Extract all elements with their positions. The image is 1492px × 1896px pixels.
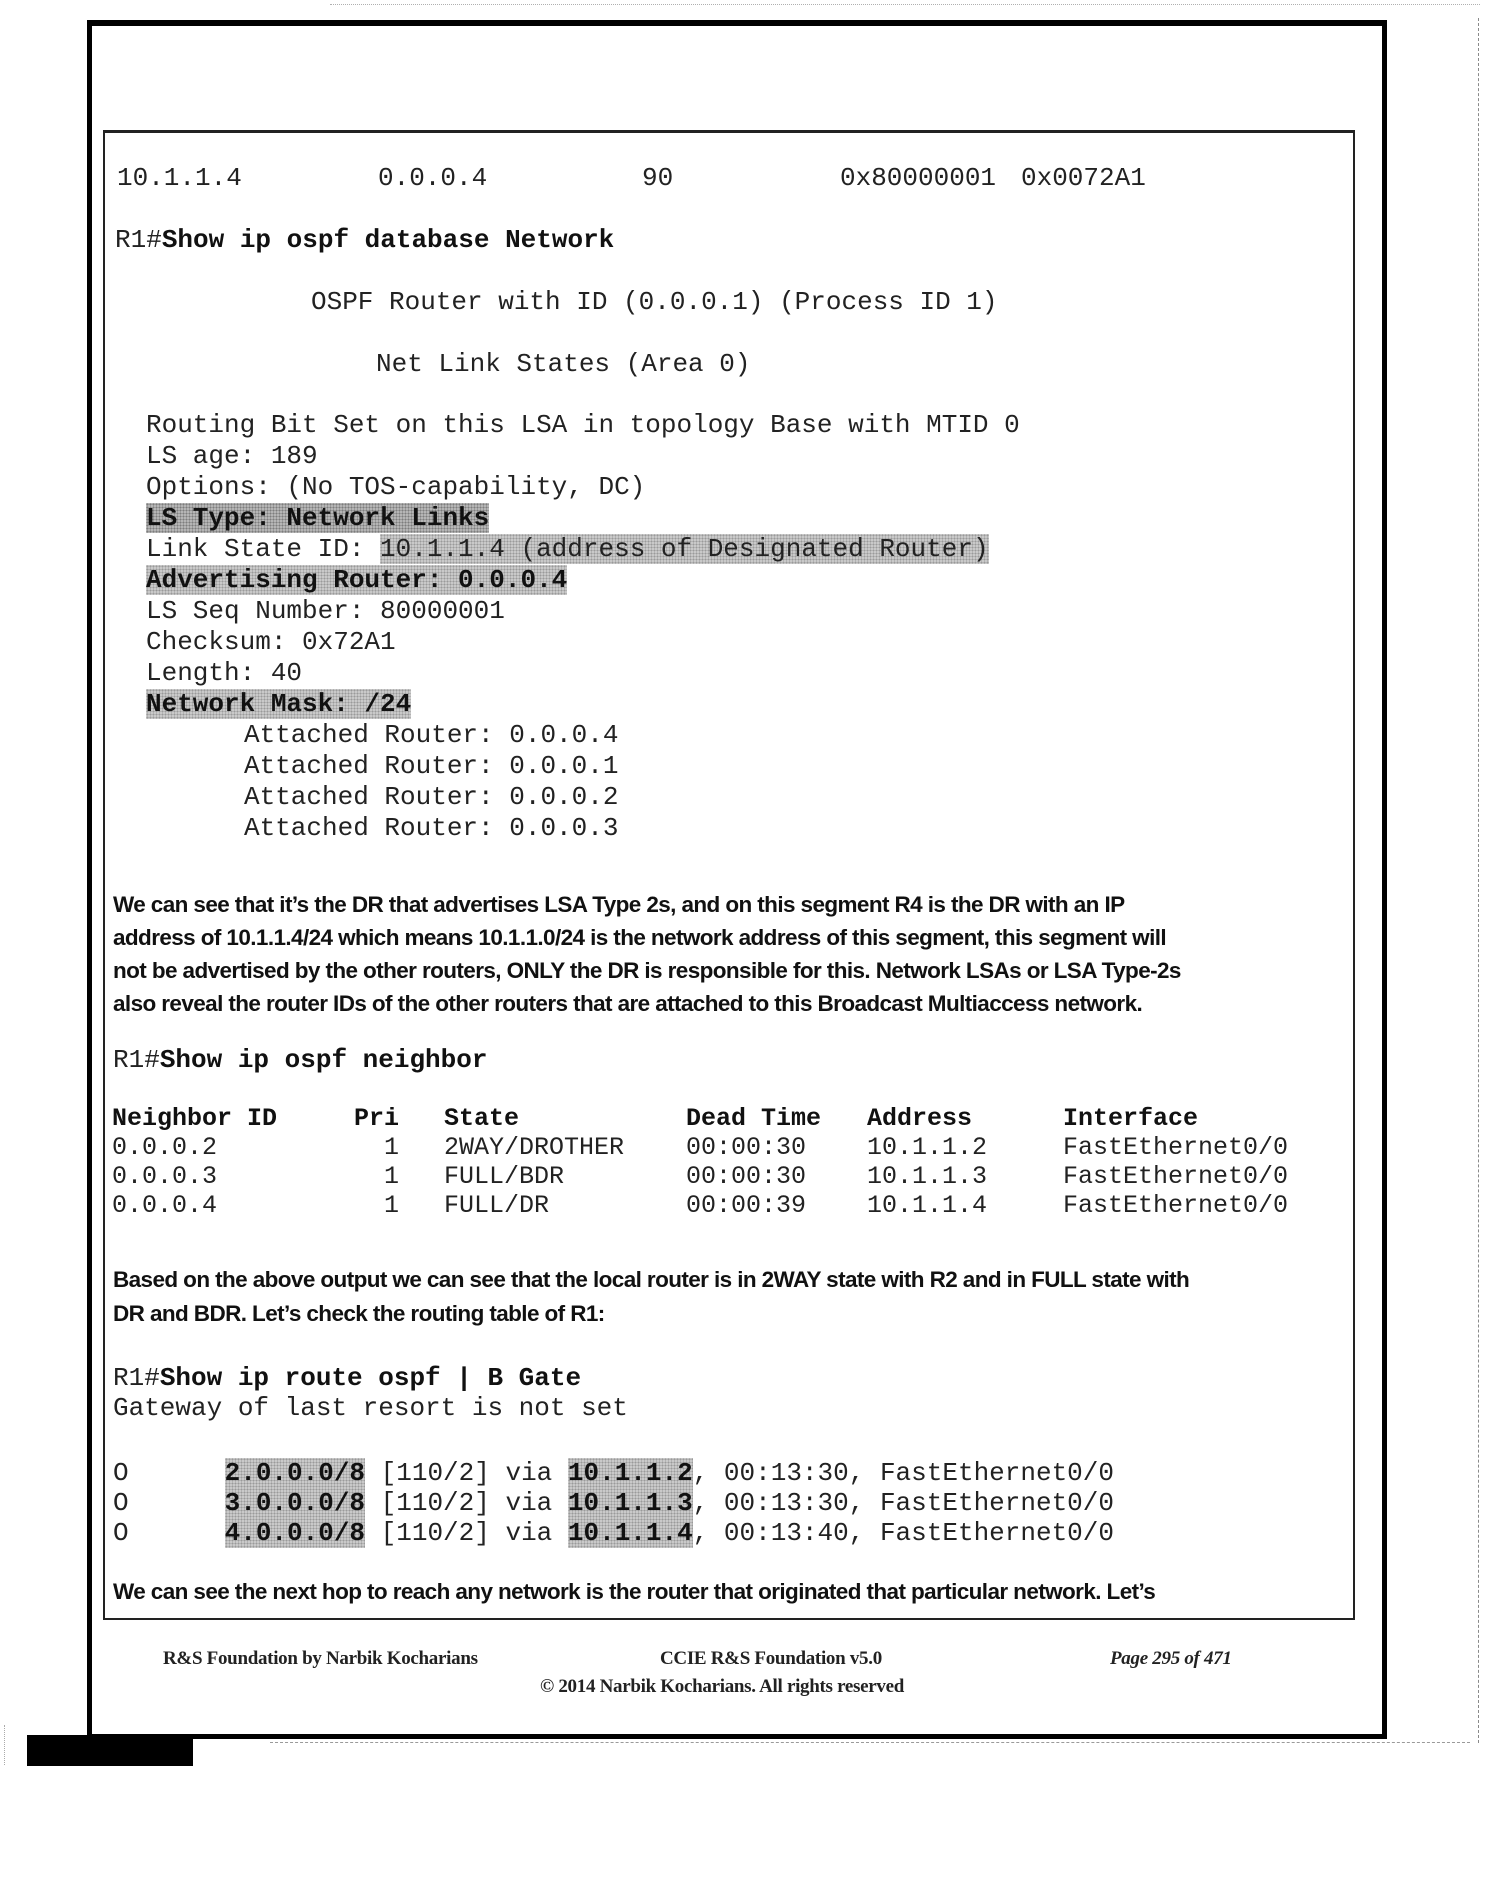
route-metric: [110/2] via (365, 1488, 568, 1518)
paragraph-line: DR and BDR. Let’s check the routing table of R1: (113, 1301, 605, 1326)
cell-pri: 1 (384, 1133, 400, 1162)
cell-address: 10.1.1.3 (867, 1162, 988, 1191)
cell-dead-time: 00:00:30 (686, 1133, 807, 1162)
attached-router: Attached Router: 0.0.0.3 (244, 813, 619, 843)
cell-address: 10.1.1.2 (867, 1133, 988, 1162)
cell-address: 10.1.1.4 (867, 1191, 988, 1220)
route-rest: , 00:13:30, FastEthernet0/0 (692, 1458, 1114, 1488)
cell-pri: 1 (384, 1162, 400, 1191)
route-metric: [110/2] via (365, 1518, 568, 1548)
cli-prompt: R1# (115, 225, 162, 255)
route-next-hop-highlight: 10.1.1.3 (567, 1488, 693, 1518)
route-next-hop-highlight: 10.1.1.4 (567, 1518, 693, 1548)
paragraph-line: address of 10.1.1.4/24 which means 10.1.1.0/24 is the network address of this segment, this segment will (113, 925, 1167, 950)
lsa-link-state-id-label: Link State ID: (146, 534, 381, 564)
ospf-area-line: Net Link States (Area 0) (376, 349, 751, 379)
attached-router: Attached Router: 0.0.0.2 (244, 782, 619, 812)
cell-state: 2WAY/DROTHER (444, 1133, 625, 1162)
command-line-database (115, 225, 614, 255)
route-metric: [110/2] via (365, 1458, 568, 1488)
scan-artifact-bottom (270, 1742, 1470, 1744)
cell-interface: FastEthernet0/0 (1063, 1162, 1289, 1191)
cli-prompt: R1# (113, 1363, 160, 1393)
command-line-route (113, 1363, 581, 1393)
header-neighbor-id: Neighbor ID (112, 1104, 278, 1133)
lsa-adv-router-highlight: Advertising Router: 0.0.0.4 (146, 565, 568, 595)
route-next-hop-highlight: 10.1.1.2 (567, 1458, 693, 1488)
cell-state: FULL/DR (444, 1191, 550, 1220)
paragraph-line: also reveal the router IDs of the other routers that are attached to this Broadcast Multiaccess network. (113, 991, 1143, 1016)
cell-interface: FastEthernet0/0 (1063, 1191, 1289, 1220)
cell-dead-time: 00:00:39 (686, 1191, 807, 1220)
paragraph-line: We can see that it’s the DR that advertises LSA Type 2s, and on this segment R4 is the DR with an IP (113, 892, 1125, 917)
cell-neighbor-id: 0.0.0.2 (112, 1133, 218, 1162)
lsa-checksum-line: Checksum: 0x72A1 (146, 627, 396, 657)
scan-artifact-right (1478, 18, 1480, 1743)
attached-router: Attached Router: 0.0.0.4 (244, 720, 619, 750)
lsa-options: Options: (No TOS-capability, DC) (146, 472, 646, 502)
cell-interface: FastEthernet0/0 (1063, 1133, 1289, 1162)
paragraph-line: not be advertised by the other routers, ONLY the DR is responsible for this. Network LSAs or LSA Type-2s (113, 958, 1181, 983)
cell-pri: 1 (384, 1191, 400, 1220)
redaction-block (27, 1735, 193, 1766)
route-code: O (113, 1518, 129, 1548)
cell-dead-time: 00:00:30 (686, 1162, 807, 1191)
cell-neighbor-id: 0.0.0.4 (112, 1191, 218, 1220)
cli-command: Show ip route ospf | B Gate (159, 1363, 582, 1393)
cli-command: Show ip ospf neighbor (159, 1045, 488, 1075)
cell-state: FULL/BDR (444, 1162, 565, 1191)
footer-copyright: © 2014 Narbik Kocharians. All rights reserved (540, 1676, 904, 1697)
footer-book-title: R&S Foundation by Narbik Kocharians (163, 1648, 478, 1669)
scan-artifact-top (330, 4, 1480, 6)
route-entry (113, 1488, 1114, 1518)
lsa-adv-router: 0.0.0.4 (378, 163, 488, 193)
header-dead-time: Dead Time (686, 1104, 822, 1133)
explanation-paragraph-3: We can see the next hop to reach any network is the router that originated that particular network. Let’s (113, 1579, 1156, 1604)
gateway-line: Gateway of last resort is not set (113, 1393, 628, 1423)
cli-command: Show ip ospf database Network (161, 225, 615, 255)
route-entry (113, 1458, 1114, 1488)
lsa-ls-age: LS age: 189 (146, 441, 318, 471)
header-address: Address (867, 1104, 973, 1133)
lsa-age: 90 (642, 163, 674, 193)
header-state: State (444, 1104, 520, 1133)
lsa-link-state-id-highlight: 10.1.1.4 (address of Designated Router) (380, 534, 989, 564)
lsa-length: Length: 40 (146, 658, 303, 688)
attached-router: Attached Router: 0.0.0.1 (244, 751, 619, 781)
lsa-ls-type-highlight: LS Type: Network Links (146, 503, 490, 533)
route-code: O (113, 1488, 129, 1518)
footer-course-title: CCIE R&S Foundation v5.0 (660, 1648, 882, 1669)
lsa-routing-bit: Routing Bit Set on this LSA in topology Base with MTID 0 (146, 410, 1020, 440)
scan-artifact-left (4, 1725, 6, 1765)
route-entry (113, 1518, 1114, 1548)
route-code: O (113, 1458, 129, 1488)
route-rest: , 00:13:40, FastEthernet0/0 (692, 1518, 1114, 1548)
paragraph-line: Based on the above output we can see that the local router is in 2WAY state with R2 and in FULL state with (113, 1267, 1190, 1292)
route-network-highlight: 4.0.0.0/8 (224, 1518, 366, 1548)
cell-neighbor-id: 0.0.0.3 (112, 1162, 218, 1191)
lsa-link-id: 10.1.1.4 (117, 163, 242, 193)
ospf-router-line: OSPF Router with ID (0.0.0.1) (Process ID 1) (311, 287, 998, 317)
route-network-highlight: 3.0.0.0/8 (224, 1488, 366, 1518)
lsa-seq: 0x80000001 (840, 163, 997, 193)
header-pri: Pri (354, 1104, 400, 1133)
route-network-highlight: 2.0.0.0/8 (224, 1458, 366, 1488)
lsa-seq-number: LS Seq Number: 80000001 (146, 596, 505, 626)
cli-prompt: R1# (113, 1045, 160, 1075)
lsa-checksum: 0x0072A1 (1021, 163, 1146, 193)
header-interface: Interface (1063, 1104, 1199, 1133)
lsa-link-state-id (146, 534, 989, 564)
footer-page-number: Page 295 of 471 (1110, 1648, 1232, 1669)
command-line-neighbor (113, 1045, 487, 1075)
route-rest: , 00:13:30, FastEthernet0/0 (692, 1488, 1114, 1518)
lsa-network-mask-highlight: Network Mask: /24 (146, 689, 412, 719)
